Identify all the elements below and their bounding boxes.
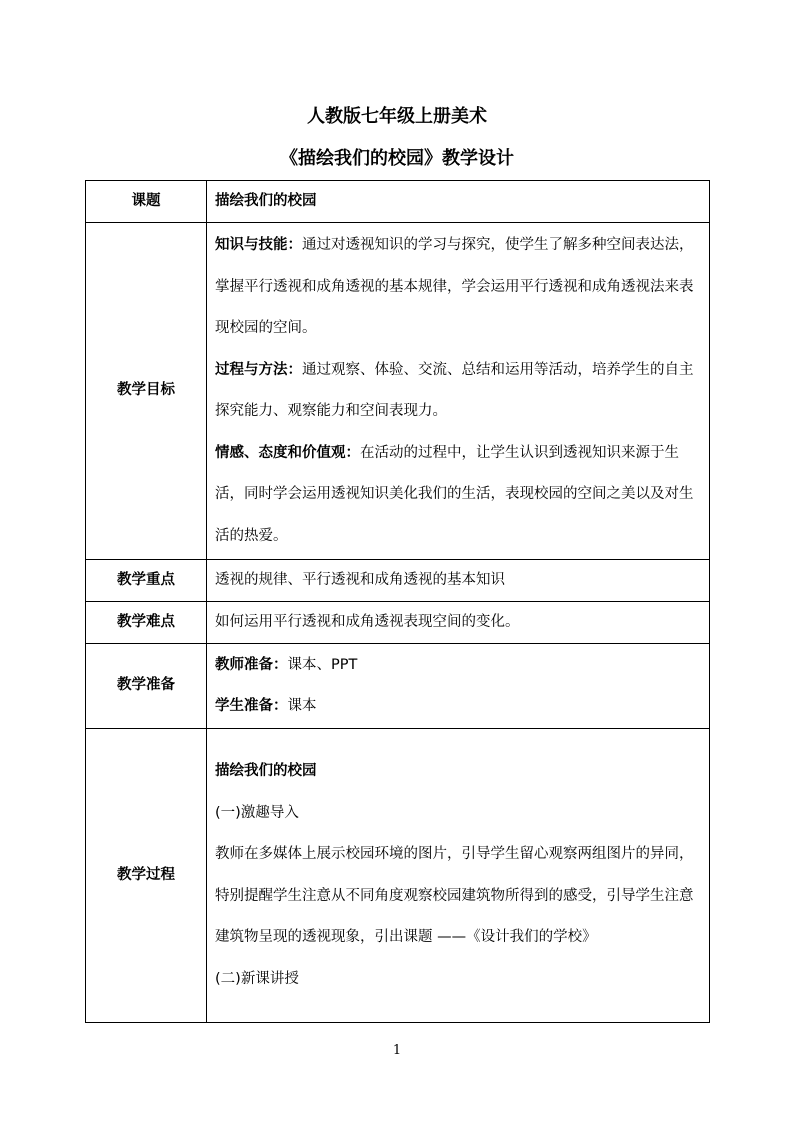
- table-row-key-points: [86, 560, 710, 602]
- table-row-goals: [86, 223, 710, 560]
- process-paragraph-1: 教师在多媒体上展示校园环境的图片，引导学生留心观察两组图片的异同，特别提醒学生注意从不同角度观察校园建筑物所得到的感受，引导学生注意建筑物呈现的透视现象，引出课题 ——《设计我们的学校》: [215, 846, 694, 945]
- difficulties-value: 如何运用平行透视和成角透视表现空间的变化。: [207, 602, 710, 644]
- page-number: 1: [392, 1043, 402, 1058]
- process-label: 教学过程: [86, 729, 207, 1023]
- difficulties-label: 教学难点: [86, 602, 207, 644]
- goals-content: [207, 223, 710, 560]
- document-title: 人教版七年级上册美术: [307, 106, 487, 127]
- topic-value: 描绘我们的校园: [207, 181, 710, 223]
- table-row-difficulties: [86, 602, 710, 644]
- document-subtitle: 《描绘我们的校园》教学设计: [280, 148, 514, 169]
- key-points-label: 教学重点: [86, 560, 207, 602]
- key-points-value: 透视的规律、平行透视和成角透视的基本知识: [207, 560, 710, 602]
- goal-process: 过程与方法：通过观察、体验、交流、总结和运用等活动，培养学生的自主探究能力、观察能力和空间表现力。: [215, 361, 694, 419]
- teacher-preparation: 教师准备：课本、PPT: [215, 656, 358, 673]
- process-section-1: (一)激趣导入: [215, 804, 299, 821]
- table-row-process: [86, 729, 710, 1023]
- goal-emotion: 情感、态度和价值观：在活动的过程中，让学生认识到透视知识来源于生活，同时学会运用透视知识美化我们的生活，表现校园的空间之美以及对生活的热爱。: [215, 444, 694, 544]
- goals-label: 教学目标: [86, 223, 207, 560]
- goal-knowledge: 知识与技能：通过对透视知识的学习与探究，使学生了解多种空间表达法，掌握平行透视和成角透视的基本规律，学会运用平行透视和成角透视法来表现校园的空间。: [215, 237, 694, 336]
- table-row-preparation: [86, 644, 710, 729]
- process-section-2: (二)新课讲授: [215, 970, 299, 987]
- preparation-content: [207, 644, 710, 729]
- preparation-label: 教学准备: [86, 644, 207, 729]
- process-heading: 描绘我们的校园: [215, 763, 317, 779]
- lesson-plan-table: [85, 180, 710, 1023]
- student-preparation: 学生准备：课本: [215, 698, 317, 714]
- topic-label: 课题: [86, 181, 207, 223]
- process-content: [207, 729, 710, 1023]
- table-row-topic: [86, 181, 710, 223]
